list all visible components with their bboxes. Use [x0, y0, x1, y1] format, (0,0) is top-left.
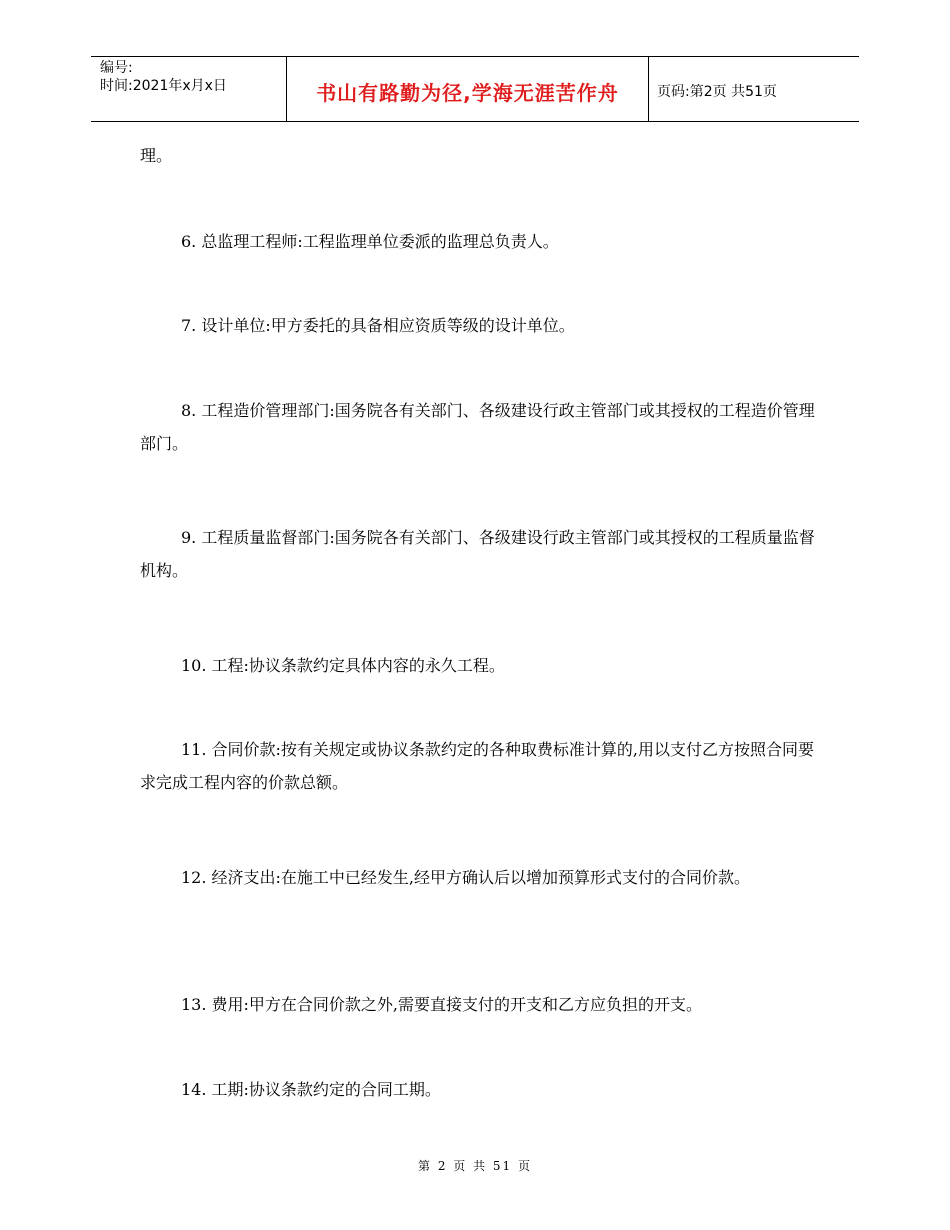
header-page-cell [649, 57, 859, 121]
paragraph-item-12: 12. 经济支出:在施工中已经发生,经甲方确认后以增加预算形式支付的合同价款。 [181, 868, 751, 887]
paragraph-item-7: 7. 设计单位:甲方委托的具备相应资质等级的设计单位。 [181, 316, 575, 335]
header-motto: 书山有路勤为径,学海无涯苦作舟 [316, 81, 619, 105]
paragraph-item-6: 6. 总监理工程师:工程监理单位委派的监理总负责人。 [181, 232, 559, 251]
paragraph-continuation: 理。 [140, 146, 173, 165]
document-time-label: 时间:2021年x月x日 [100, 78, 227, 94]
document-number-label: 编号: [100, 60, 133, 76]
header-page-info: 页码:第2页 共51页 [657, 84, 777, 100]
paragraph-item-9: 9. 工程质量监督部门:国务院各有关部门、各级建设行政主管部门或其授权的工程质量监督机构。 [140, 528, 815, 580]
page-header [91, 56, 859, 122]
paragraph-item-13: 13. 费用:甲方在合同价款之外,需要直接支付的开支和乙方应负担的开支。 [181, 995, 703, 1014]
paragraph-item-10: 10. 工程:协议条款约定具体内容的永久工程。 [181, 656, 505, 675]
header-meta-cell [91, 57, 287, 121]
paragraph-item-8: 8. 工程造价管理部门:国务院各有关部门、各级建设行政主管部门或其授权的工程造价管理部门。 [140, 401, 815, 453]
paragraph-item-11: 11. 合同价款:按有关规定或协议条款约定的各种取费标准计算的,用以支付乙方按照合同要求完成工程内容的价款总额。 [140, 740, 815, 792]
header-motto-cell [287, 57, 649, 121]
paragraph-item-14: 14. 工期:协议条款约定的合同工期。 [181, 1080, 441, 1099]
page-footer: 第 2 页 共 51 页 [418, 1159, 532, 1173]
